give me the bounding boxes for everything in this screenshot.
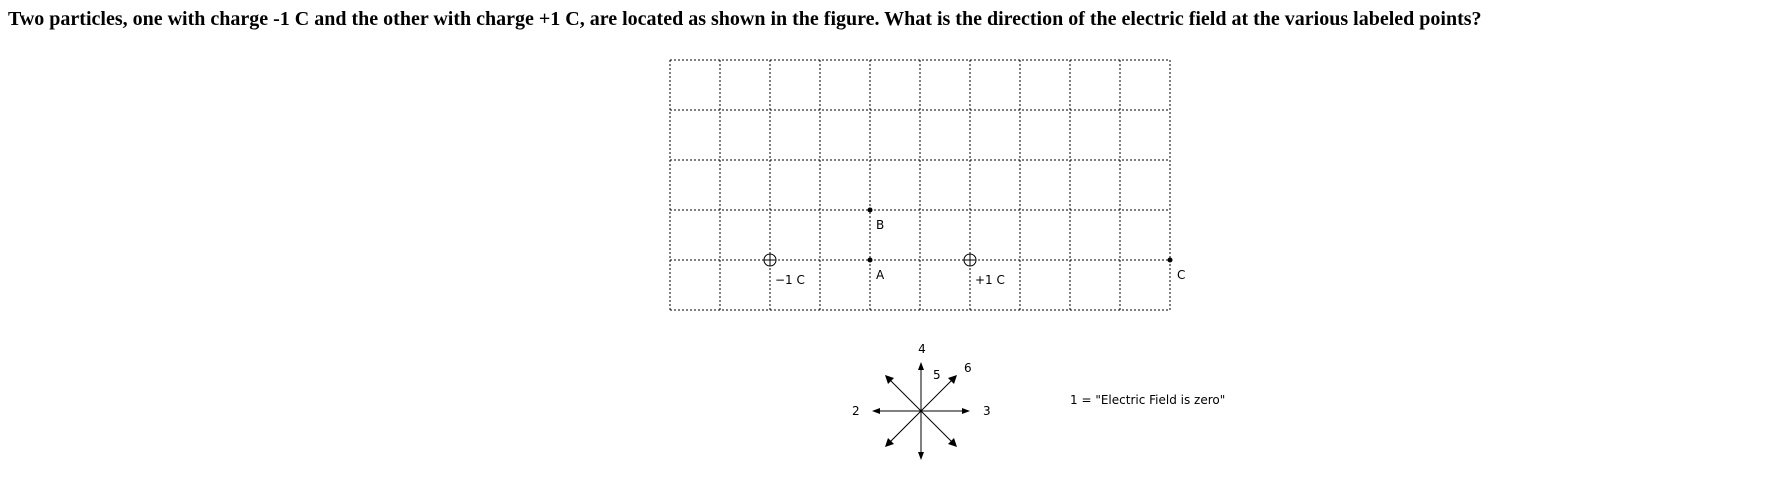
- direction-label-5: 5: [933, 368, 941, 382]
- point-a-dot: [868, 258, 873, 263]
- point-b-dot: [868, 208, 873, 213]
- positive-charge-label: +1 C: [975, 273, 1005, 287]
- direction-legend-arrows: [872, 362, 970, 460]
- arrow-up-head: [918, 362, 924, 370]
- arrow-down-right: [921, 411, 955, 445]
- direction-label-2: 2: [852, 404, 860, 418]
- negative-charge-label: −1 C: [775, 273, 805, 287]
- zero-field-note: 1 = "Electric Field is zero": [1070, 393, 1226, 407]
- arrow-down-left: [887, 411, 921, 445]
- positive-charge-marker: [964, 254, 976, 266]
- point-c-dot: [1168, 258, 1173, 263]
- point-a-label: A: [876, 268, 885, 282]
- question-text: Two particles, one with charge -1 C and the other with charge +1 C, are located as shown in the figure. What is the direction of the electric field at the various labeled points?: [8, 8, 1482, 30]
- dotted-grid: [670, 60, 1170, 310]
- arrow-left-head: [872, 408, 880, 414]
- arrow-up-right: [921, 377, 955, 411]
- direction-label-3: 3: [983, 404, 991, 418]
- arrow-right-head: [962, 408, 970, 414]
- point-c-label: C: [1177, 268, 1186, 282]
- arrow-up-left: [887, 377, 921, 411]
- point-b-label: B: [876, 218, 885, 232]
- direction-label-6: 6: [964, 361, 972, 375]
- direction-label-4: 4: [918, 342, 926, 356]
- negative-charge-marker: [764, 254, 776, 266]
- arrow-down-head: [918, 452, 924, 460]
